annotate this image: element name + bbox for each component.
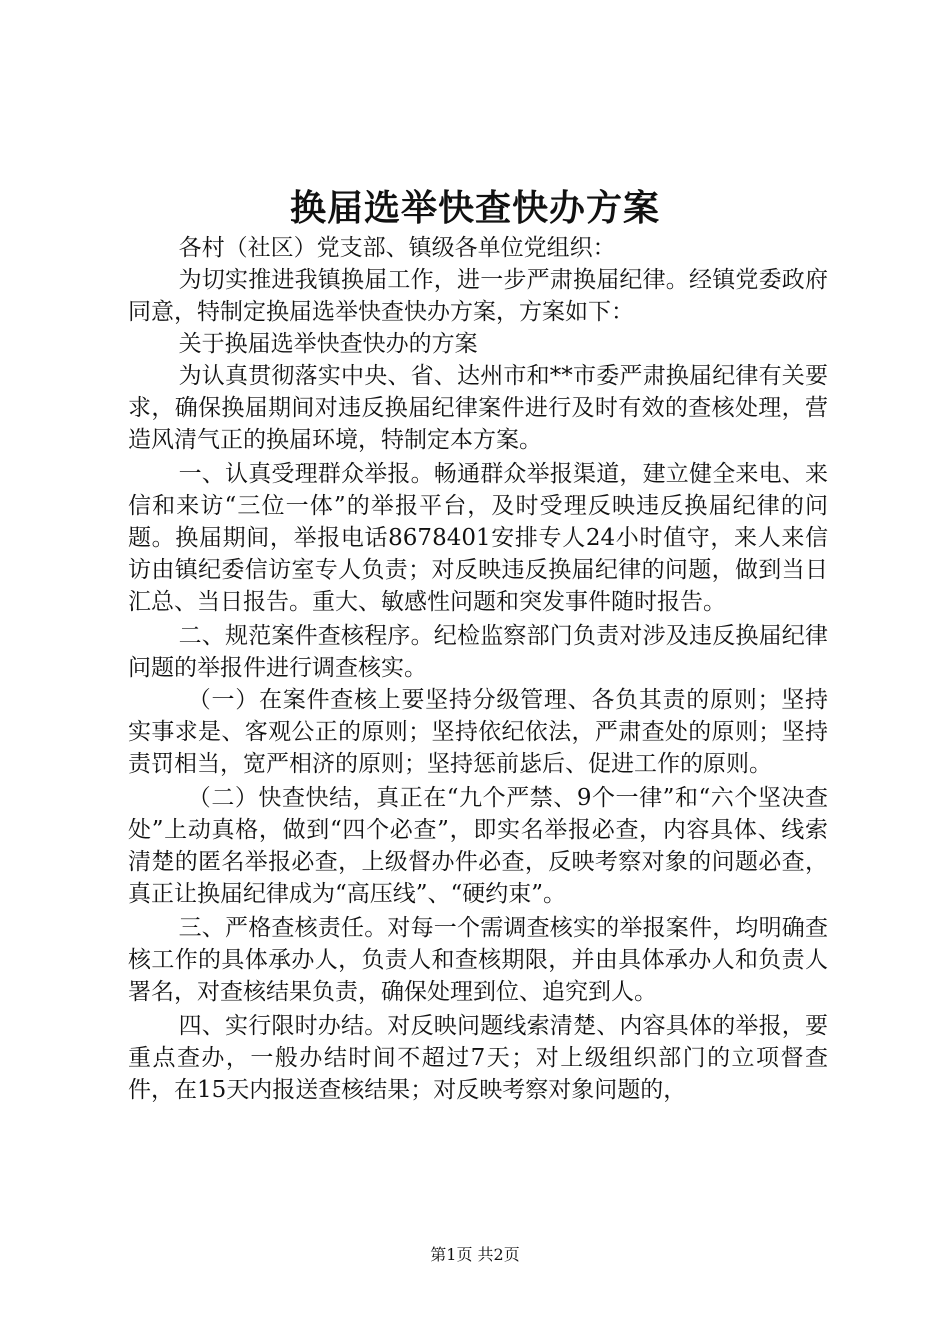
section-2-item-1-paragraph: （一）在案件查核上要坚持分级管理、各负其责的原则；坚持实事求是、客观公正的原则；坚持依纪依法，严肃查处的原则；坚持责罚相当，宽严相济的原则；坚持惩前毖后、促进工作的原则。 xyxy=(128,687,828,777)
salutation: 各村（社区）党支部、镇级各单位党组织： xyxy=(178,235,616,261)
section-4-paragraph: 四、实行限时办结。对反映问题线索清楚、内容具体的举报，要重点查办，一般办结时间不超过7天；对上级组织部门的立项督查件，在15天内报送查核结果；对反映考察对象问题的， xyxy=(128,1013,828,1103)
document-title: 换届选举快查快办方案 xyxy=(289,187,660,229)
plan-heading: 关于换届选举快查快办的方案 xyxy=(178,331,478,357)
section-1-paragraph: 一、认真受理群众举报。畅通群众举报渠道，建立健全来电、来信和来访“三位一体”的举报平台，及时受理反映违反换届纪律的问题。换届期间，举报电话8678401安排专人24小时值守，来人来信访由镇纪委信访室专人负责；对反映违反换届纪律的问题，做到当日汇总、当日报告。重大、敏感性问题和突发事件随时报告。 xyxy=(128,461,828,615)
section-2-item-2-paragraph: （二）快查快结，真正在“九个严禁、9个一律”和“六个坚决查处”上动真格，做到“四个必查”，即实名举报必查，内容具体、线索清楚的匿名举报必查，上级督办件必查，反映考察对象的问题必查，真正让换届纪律成为“高压线”、“硬约束”。 xyxy=(128,785,828,907)
purpose-paragraph: 为认真贯彻落实中央、省、达州市和**市委严肃换届纪律有关要求，确保换届期间对违反换届纪律案件进行及时有效的查核处理，营造风清气正的换届环境，特制定本方案。 xyxy=(128,363,828,453)
document-body xyxy=(128,232,828,1106)
page-number: 第1页 共2页 xyxy=(430,1245,520,1264)
intro-paragraph: 为切实推进我镇换届工作，进一步严肃换届纪律。经镇党委政府同意，特制定换届选举快查快办方案，方案如下： xyxy=(128,267,828,325)
section-3-paragraph: 三、严格查核责任。对每一个需调查核实的举报案件，均明确查核工作的具体承办人，负责人和查核期限，并由具体承办人和负责人署名，对查核结果负责，确保处理到位、追究到人。 xyxy=(128,915,828,1005)
section-2-paragraph: 二、规范案件查核程序。纪检监察部门负责对涉及违反换届纪律问题的举报件进行调查核实。 xyxy=(128,623,828,681)
